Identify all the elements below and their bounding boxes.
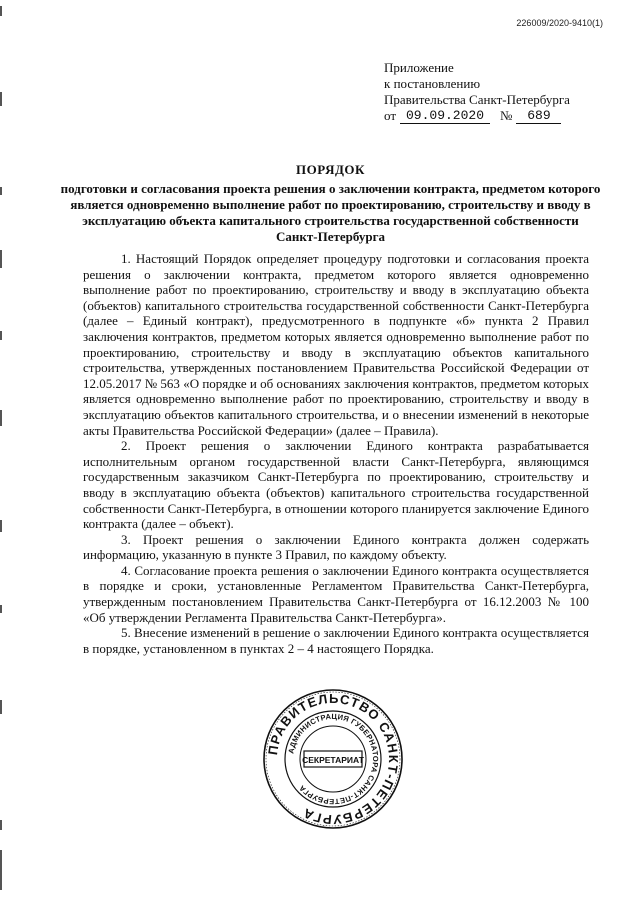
resolution-number: 689 [516, 109, 561, 124]
appendix-line-2: к постановлению [384, 76, 481, 91]
stamp-outer-text: ПРАВИТЕЛЬСТВО САНКТ-ПЕТЕРБУРГА [265, 690, 402, 828]
paragraph-1: 1. Настоящий Порядок определяет процедуру подготовки и согласования проекта решения о заключении контракта, предметом которого является одновременно выполнение работ по проектированию, строительству и вводу в эксплуатацию объекта (объектов) капитального строительства государственной собственности Санкт-Петербурга (далее – Единый контракт), предусмотренного в подпункте «б» пункта 2 Правил заключения контрактов, предметом которых является одновременно выполнение работ по проектированию, строительству и вводу в эксплуатацию объектов капитального строительства, утвержденных постановлением Правительства Российской Федерации от 12.05.2017 № 563 «О порядке и об основаниях заключения контрактов, предметом которых является одновременно выполнение работ по проектированию, строительству и вводу в эксплуатацию объектов капитального строительства, и о внесении изменений в некоторые акты Правительства Российской Федерации» (далее – Правила). [83, 251, 589, 438]
appendix-block [384, 60, 594, 124]
date-prefix: от [384, 108, 397, 123]
document-title-block [60, 162, 601, 245]
document-body [83, 251, 589, 656]
scan-edge-marks [0, 0, 3, 905]
official-seal-stamp [262, 688, 404, 830]
number-sign: № [500, 108, 513, 123]
resolution-date: 09.09.2020 [400, 109, 490, 124]
paragraph-3: 3. Проект решения о заключении Единого контракта должен содержать информацию, указанную в пункте 3 Правил, по каждому объекту. [83, 531, 589, 563]
paragraph-5: 5. Внесение изменений в решение о заключении Единого контракта осуществляется в порядке, установленном в пунктах 2 – 4 настоящего Порядка. [83, 625, 589, 656]
stamp-center-text: СЕКРЕТАРИАТ [302, 755, 364, 765]
paragraph-4: 4. Согласование проекта решения о заключении Единого контракта осуществляется в порядке и сроки, установленные Регламентом Правительства Санкт-Петербурга, утвержденным постановлением Правительства Санкт-Петербурга от 16.12.2003 № 100 «Об утверждении Регламента Правительства Санкт-Петербурга». [83, 562, 589, 625]
appendix-date-row [384, 108, 594, 124]
paragraph-2: 2. Проект решения о заключении Единого контракта разрабатывается исполнительным органом государственной власти Санкт-Петербурга, являющимся государственным заказчиком Санкт-Петербурга по проектированию, строительству и вводу в эксплуатацию объекта (объектов) капитального строительства государственной собственности Санкт-Петербурга, в отношении которого планируется заключение Единого контракта (далее – объект). [83, 438, 589, 532]
stamp-inner-text: АДМИНИСТРАЦИЯ ГУБЕРНАТОРА САНКТ-ПЕТЕРБУРГА [286, 711, 381, 807]
document-subtitle: подготовки и согласования проекта решения о заключении контракта, предметом которого является одновременно выполнение работ по проектированию, строительству и вводу в эксплуатацию объекта капитального строительства государственной собственности Санкт-Петербурга [60, 181, 601, 244]
appendix-line-3: Правительства Санкт-Петербурга [384, 92, 570, 107]
document-heading: ПОРЯДОК [296, 162, 365, 177]
document-registration-id: 226009/2020-9410(1) [516, 18, 603, 28]
appendix-line-1: Приложение [384, 60, 454, 75]
